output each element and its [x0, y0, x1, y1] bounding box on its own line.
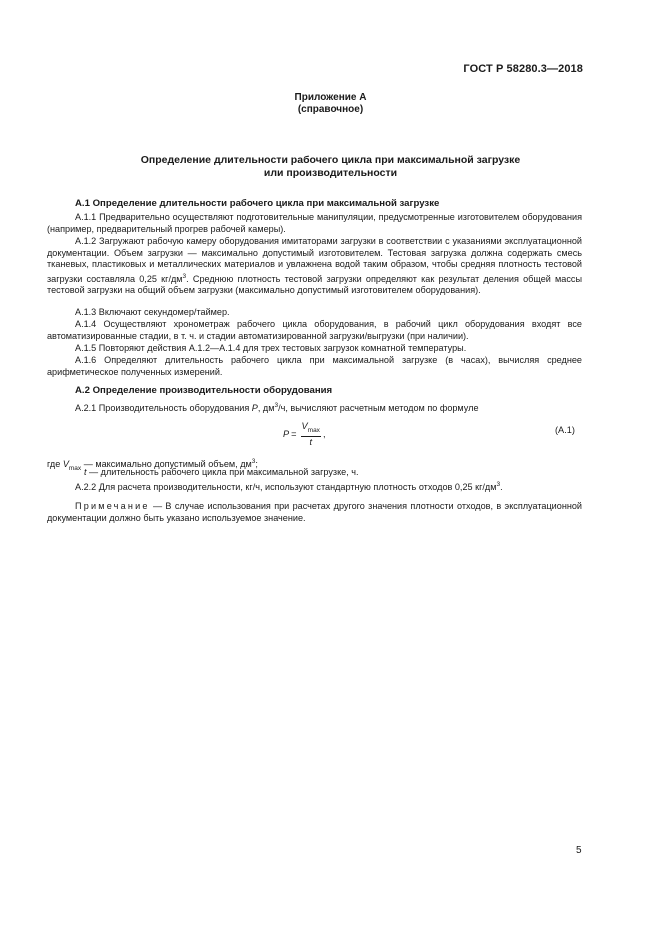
formula-numerator [301, 421, 321, 437]
main-title-line-2: или производительности [263, 167, 398, 179]
where-var-v-sub: max [68, 464, 82, 472]
appendix-title: Приложение А [294, 92, 367, 103]
note-label: Примечание [75, 501, 150, 511]
where-line-2 [84, 467, 359, 479]
paragraph-a1-2 [47, 236, 582, 297]
formula-denominator: t [309, 436, 312, 447]
paragraph-a2-1-start: А.2.1 Производительность оборудования [75, 403, 252, 414]
formula-comma: , [322, 428, 326, 439]
paragraph-a2-2-text: А.2.2 Для расчета производительности, кг/ч, используют стандартную плотность отходов 0,25 кг/дм [75, 482, 497, 493]
paragraph-a2-2-end: . [500, 482, 503, 493]
paragraph-a1-1: А.1.1 Предварительно осуществляют подготовительные манипуляции, предусмотренные изготовителем оборудования (например, предварительный прогрев рабочей камеры). [47, 212, 582, 234]
section-a2-heading: А.2 Определение производительности оборудования [75, 385, 333, 396]
paragraph-a1-2-tail: . Среднюю плотность тестовой загрузки определяют как результат деления общей массы тестовой загрузки на общий объем загрузки (максимально допустимый изготовителем оборудования). [47, 273, 582, 296]
standard-code: ГОСТ Р 58280.3—2018 [463, 63, 583, 75]
where-prefix: где [47, 459, 63, 470]
formula-a1 [283, 421, 326, 447]
note-text: — В случае использования при расчетах другого значения плотности отходов, в эксплуатационной документации должно быть указано используемое значение. [47, 501, 582, 523]
formula-num-var: V [301, 421, 308, 431]
formula-num-sub: max [307, 426, 320, 434]
where-v-end: ; [255, 459, 258, 470]
paragraph-a2-2-sup: 3 [496, 481, 501, 488]
where-var-t: t [84, 467, 87, 477]
formula-fraction [301, 421, 321, 447]
where-var-v: V [62, 459, 69, 470]
paragraph-a1-2-sup: 3 [182, 272, 187, 280]
paragraph-a1-4: А.1.4 Осуществляют хронометраж рабочего цикла оборудования, в рабочий цикл оборудования входят все автоматизированные стадии, в т. ч. и стадии автоматизированной загрузки/выгрузки (при наличии). [47, 319, 582, 341]
variable-p: Р [251, 403, 258, 414]
paragraph-a1-2-text: А.1.2 Загружают рабочую камеру оборудования имитаторами загрузки в соответствии с указаниями эксплуатационной документации. Объем загрузки — максимально допустимый изготовителем. Тестовая загрузка должна содержать смесь тканевых, пластиковых и металлических материалов и увлажнена водой таким образом, чтобы средняя плотность тестовой загрузки составляла 0,25 кг/дм [47, 236, 582, 284]
paragraph-a2-1-sup: 3 [274, 402, 279, 409]
formula-number: (А.1) [555, 425, 575, 435]
formula-equals: = [291, 428, 297, 439]
paragraph-a1-5: А.1.5 Повторяют действия А.1.2—А.1.4 для трех тестовых загрузок комнатной температуры. [75, 343, 467, 353]
note [47, 501, 582, 524]
paragraph-a1-3: А.1.3 Включают секундомер/таймер. [75, 307, 230, 317]
paragraph-a2-2 [47, 479, 582, 494]
main-title-line-1: Определение длительности рабочего цикла при максимальной загрузке [140, 154, 521, 166]
paragraph-a2-1-mid: , дм [257, 403, 275, 414]
where-v-sup: 3 [251, 458, 256, 465]
paragraph-a2-1-end: /ч, вычисляют расчетным методом по формуле [278, 403, 479, 414]
formula-lhs: P [283, 428, 290, 439]
section-a1-heading: А.1 Определение длительности рабочего цикла при максимальной загрузке [75, 198, 440, 209]
appendix-subtitle: (справочное) [297, 104, 364, 115]
where-v-text: — максимально допустимый объем, дм [81, 459, 252, 470]
page-number: 5 [576, 845, 582, 856]
paragraph-a1-6: А.1.6 Определяют длительность рабочего цикла при максимальной загрузке (в часах), вычисляя среднее арифметическое полученных измерений. [47, 355, 582, 377]
paragraph-a2-1 [47, 400, 582, 415]
main-title [0, 154, 661, 180]
where-t-text: — длительность рабочего цикла при максимальной загрузке, ч. [86, 467, 359, 477]
